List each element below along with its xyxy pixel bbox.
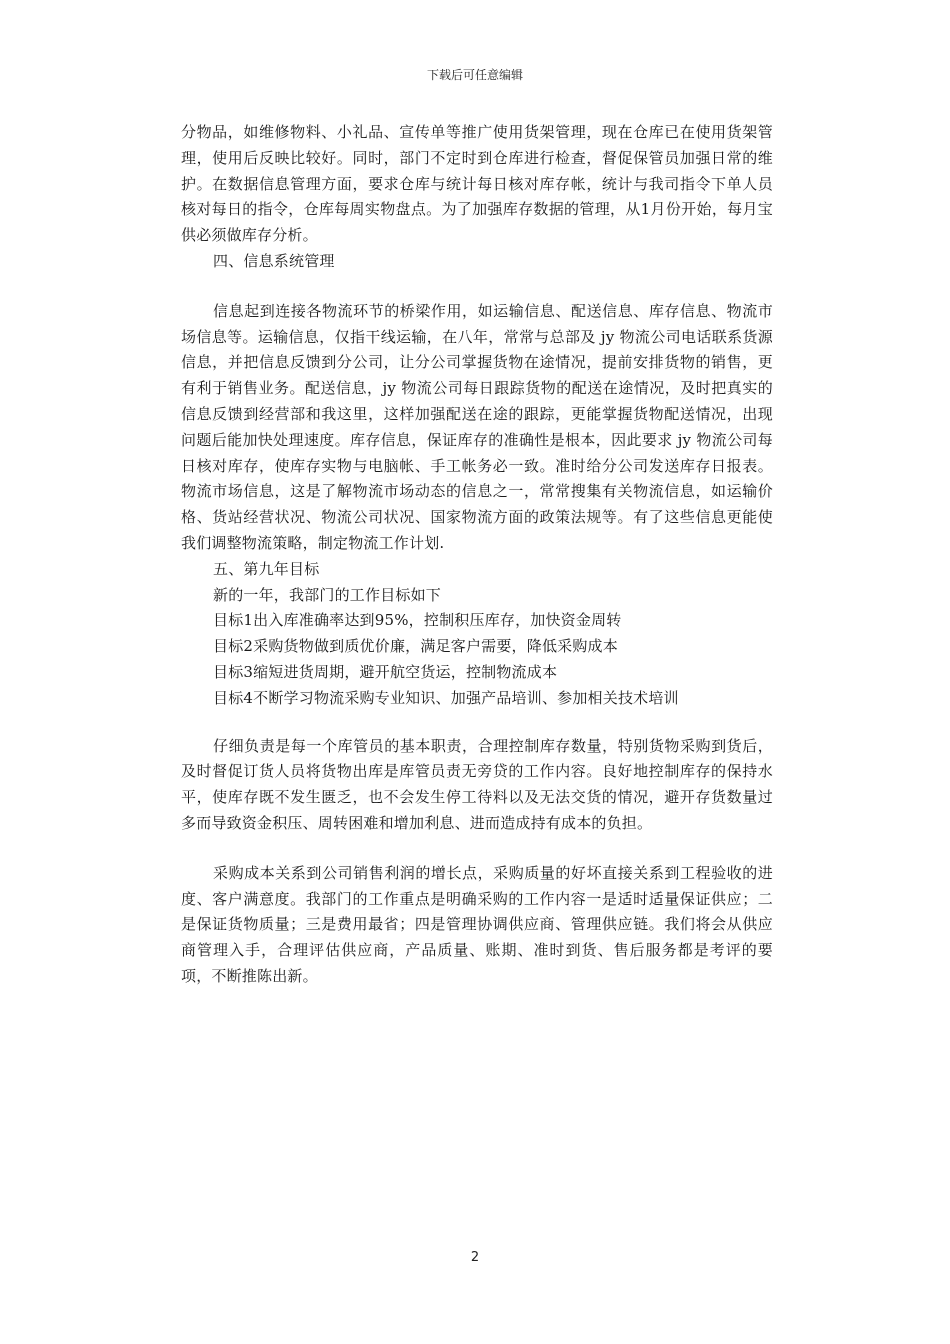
paragraph-warehouse-duty: 仔细负责是每一个库管员的基本职责，合理控制库存数量，特别货物采购到货后，及时督促订货人员将货物出库是库管员责无旁贷的工作内容。良好地控制库存的保持水平，使库存既不发生匮乏，也不会发生停工待料以及无法交货的情况，避开存货数量过多而导致资金积压、周转困难和增加利息、进而造成持有成本的负担。 (181, 736, 773, 832)
page-number-text: 2 (470, 1250, 480, 1265)
goals-intro: 新的一年，我部门的工作目标如下 (213, 585, 442, 604)
goal-item-4: 目标4不断学习物流采购专业知识、加强产品培训、参加相关技术培训 (213, 688, 679, 707)
page-header (0, 66, 950, 83)
document-body (181, 120, 773, 990)
section-heading-information-system: 四、信息系统管理 (213, 251, 335, 270)
page-number (0, 1250, 950, 1265)
goal-item-3: 目标3缩短进货周期，避开航空货运，控制物流成本 (213, 662, 558, 681)
paragraph-procurement: 采购成本关系到公司销售利润的增长点，采购质量的好坏直接关系到工程验收的进度、客户满意度。我部门的工作重点是明确采购的工作内容一是适时适量保证供应；二是保证货物质量；三是费用最省；四是管理协调供应商、管理供应链。我们将会从供应商管理入手，合理评估供应商，产品质量、账期、准时到货、售后服务都是考评的要项，不断推陈出新。 (181, 863, 773, 985)
section-heading-year-goals: 五、第九年目标 (213, 559, 320, 578)
paragraph-inventory-management: 分物品，如维修物料、小礼品、宣传单等推广使用货架管理，现在仓库已在使用货架管理，使用后反映比较好。同时，部门不定时到仓库进行检查，督促保管员加强日常的维护。在数据信息管理方面，要求仓库与统计每日核对库存帐，统计与我司指令下单人员核对每日的指令，仓库每周实物盘点。为了加强库存数据的管理，从1月份开始，每月宝供必须做库存分析。 (181, 123, 773, 245)
goal-item-1: 目标1出入库准确率达到95%，控制积压库存，加快资金周转 (213, 611, 622, 630)
goal-item-2: 目标2采购货物做到质优价廉，满足客户需要，降低采购成本 (213, 637, 618, 656)
header-text: 下载后可任意编辑 (426, 68, 523, 82)
paragraph-information-system: 信息起到连接各物流环节的桥梁作用，如运输信息、配送信息、库存信息、物流市场信息等。运输信息，仅指干线运输，在八年，常常与总部及 jy 物流公司电话联系货源信息，并把信息反馈到分公司，让分公司掌握货物在途情况，提前安排货物的销售，更有利于销售业务。配送信息，jy 物流公司每日跟踪货物的配送在途情况，及时把真实的信息反馈到经营部和我这里，这样加强配送在途的跟踪，更能掌握货物配送情况，出现问题后能加快处理速度。库存信息，保证库存的准确性是根本，因此要求 jy 物流公司每日核对库存，使库存实物与电脑帐、手工帐务必一致。准时给分公司发送库存日报表。物流市场信息，这是了解物流市场动态的信息之一，常常搜集有关物流信息，如运输价格、货站经营状况、物流公司状况、国家物流方面的政策法规等。有了这些信息更能使我们调整物流策略，制定物流工作计划. (181, 301, 773, 552)
